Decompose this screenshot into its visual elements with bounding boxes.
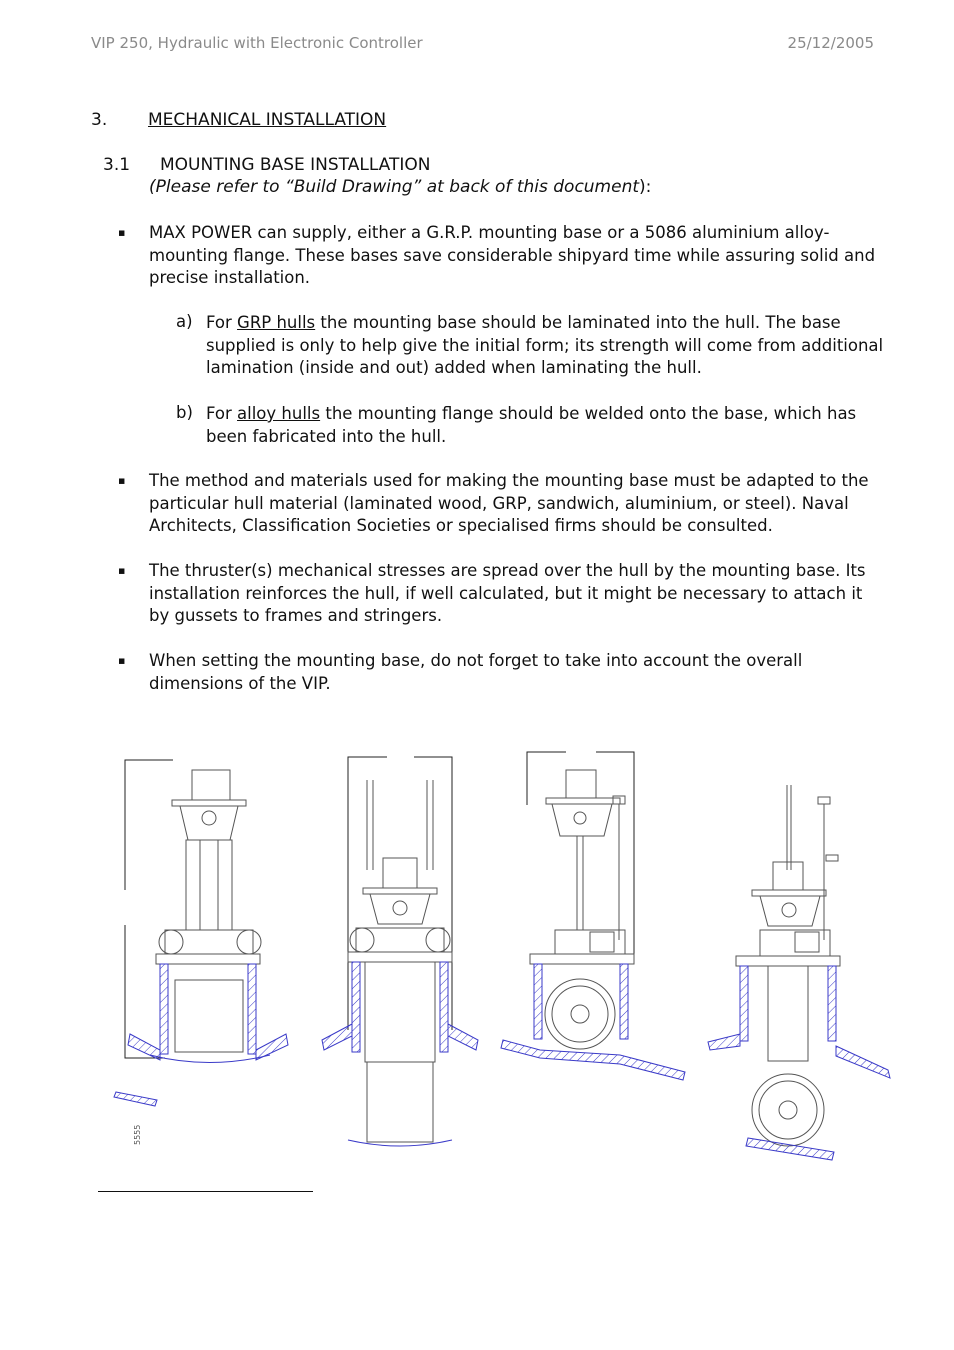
header-title: VIP 250, Hydraulic with Electronic Controller (91, 34, 423, 52)
bullet-marker: ▪ (118, 474, 126, 487)
thruster-drawing-3 (501, 752, 685, 1080)
item-lead-b: For (206, 404, 238, 423)
item-label-b: b) (176, 403, 193, 422)
thruster-drawing-4 (708, 785, 890, 1160)
bullet-text-3: The thruster(s) mechanical stresses are spread over the hull by the mounting base. Its installation reinforces the hull, if well calculated, but it might be necessary to attach it by gussets to frames and stringers. (149, 561, 866, 626)
item-key-grp-hulls: GRP hulls (237, 313, 316, 332)
header-date: 25/12/2005 (787, 34, 874, 52)
section-title: MECHANICAL INSTALLATION (148, 110, 387, 130)
footnote-rule (98, 1191, 313, 1192)
bullet-text-4: When setting the mounting base, do not forget to take into account the overall dimensions of the VIP. (149, 651, 803, 693)
bullet-text-2: The method and materials used for making the mounting base must be adapted to the particular hull material (laminated wood, GRP, sandwich, aluminium, or steel). Naval Architects, Classification Societies or specialised firms should be consulted. (149, 471, 869, 536)
subsection-note-italic: (Please refer to “Build Drawing” at back of this document (149, 177, 640, 197)
item-key-alloy-hulls: alloy hulls (237, 404, 321, 423)
bullet-text-1: MAX POWER can supply, either a G.R.P. mounting base or a 5086 aluminium alloy-mounting flange. These bases save considerable shipyard time while assuring solid and precise installation. (149, 223, 876, 288)
section-number: 3. (91, 110, 108, 130)
item-body-b: the mounting flange should be welded onto the base, which has been fabricated into the hull. (206, 404, 857, 446)
subsection-note-tail: ): (639, 177, 652, 197)
subsection-title: MOUNTING BASE INSTALLATION (160, 155, 431, 175)
thruster-drawing-2 (322, 757, 478, 1146)
bullet-marker: ▪ (118, 564, 126, 577)
thruster-drawing-1 (114, 760, 288, 1145)
dimension-label: 5555 (133, 1124, 142, 1145)
subsection-number: 3.1 (103, 155, 131, 175)
item-label-a: a) (176, 312, 193, 331)
bullet-marker: ▪ (118, 654, 126, 667)
item-body-a: the mounting base should be laminated into the hull. The base supplied is only to help give the initial form; its strength will come from additional lamination (inside and out) added when laminating the hull. (206, 313, 884, 378)
bullet-marker: ▪ (118, 226, 126, 239)
item-lead-a: For (206, 313, 238, 332)
